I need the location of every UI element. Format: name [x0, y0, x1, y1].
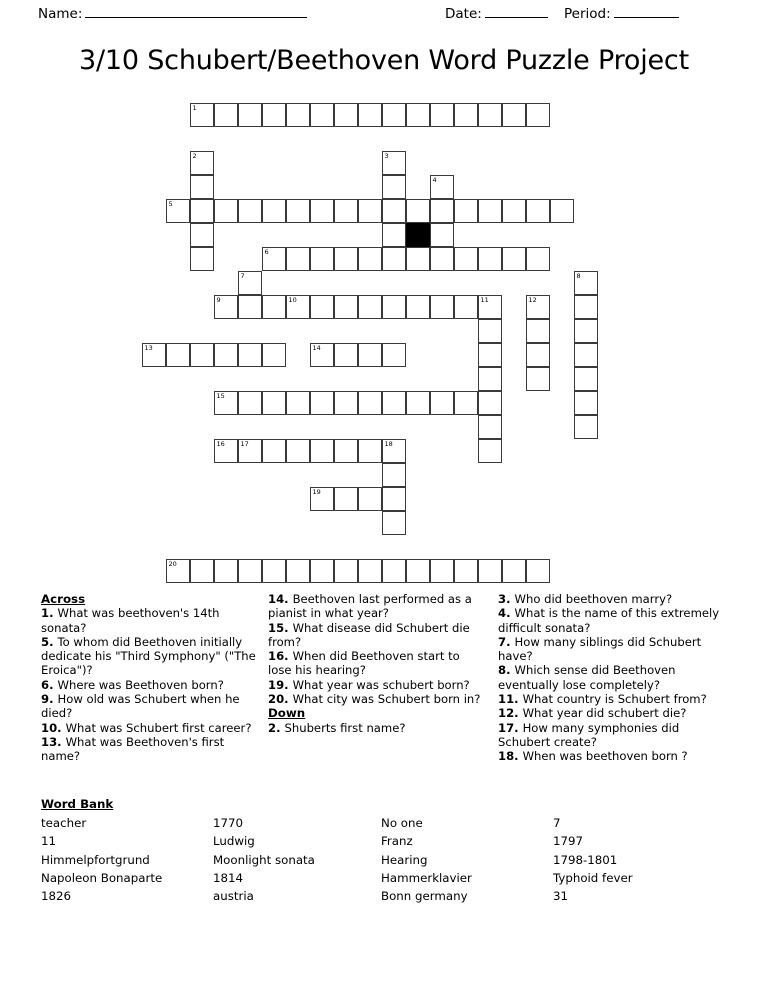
crossword-cell[interactable]	[310, 391, 334, 415]
crossword-cell[interactable]	[478, 247, 502, 271]
crossword-cell[interactable]	[358, 391, 382, 415]
clue-number: 6.	[41, 677, 58, 692]
clue-number: 13.	[41, 734, 66, 749]
crossword-cell[interactable]	[286, 295, 310, 319]
clue-number: 5.	[41, 634, 58, 649]
crossword-cell[interactable]	[262, 247, 286, 271]
clue-text: What country is Schubert from?	[522, 692, 707, 707]
crossword-cell[interactable]	[406, 559, 430, 583]
clue-item	[268, 692, 483, 706]
clue-item	[41, 635, 256, 678]
crossword-cell[interactable]	[430, 223, 454, 247]
crossword-cell[interactable]	[406, 247, 430, 271]
crossword-cell[interactable]	[310, 439, 334, 463]
crossword-cell[interactable]	[430, 175, 454, 199]
crossword-cell[interactable]	[238, 559, 262, 583]
crossword-cell[interactable]	[190, 223, 214, 247]
crossword-cell[interactable]	[358, 343, 382, 367]
crossword-cell[interactable]	[190, 175, 214, 199]
crossword-cell[interactable]	[574, 319, 598, 343]
crossword-cell[interactable]	[334, 391, 358, 415]
crossword-cell[interactable]	[190, 103, 214, 127]
crossword-cell[interactable]	[358, 199, 382, 223]
crossword-cell[interactable]	[382, 103, 406, 127]
crossword-cell[interactable]	[574, 415, 598, 439]
crossword-cell[interactable]	[382, 175, 406, 199]
word-bank-item: Himmelpfortgrund	[41, 852, 150, 867]
clue-text: What was beethoven's 14th sonata?	[41, 606, 220, 635]
crossword-cell[interactable]	[214, 439, 238, 463]
clue-text: What year did schubert die?	[522, 706, 687, 721]
crossword-cell[interactable]	[478, 103, 502, 127]
crossword-cell[interactable]	[310, 103, 334, 127]
clue-item	[498, 692, 726, 706]
clue-text: How many symphonies did Schubert create?	[498, 720, 680, 749]
clue-number: 18.	[498, 749, 523, 764]
crossword-cell[interactable]	[574, 391, 598, 415]
word-bank-item: Bonn germany	[381, 889, 468, 904]
word-bank-item: Ludwig	[213, 834, 255, 849]
crossword-cell[interactable]	[454, 103, 478, 127]
crossword-cell[interactable]	[214, 199, 238, 223]
crossword-clue-number: 6	[264, 248, 269, 256]
clue-text: What disease did Schubert die from?	[268, 620, 470, 649]
crossword-clue-number: 19	[312, 488, 321, 496]
crossword-cell[interactable]	[166, 559, 190, 583]
crossword-cell[interactable]	[382, 223, 406, 247]
clue-text: How many siblings did Schubert have?	[498, 634, 702, 664]
clue-text: What is the name of this extremely difficult sonata?	[498, 606, 720, 635]
clue-text: What was Schubert first career?	[65, 720, 252, 735]
word-bank-item: austria	[213, 889, 254, 904]
clue-item	[498, 749, 726, 763]
crossword-cell[interactable]	[334, 559, 358, 583]
crossword-clue-number: 15	[216, 392, 225, 400]
crossword-cell[interactable]	[382, 247, 406, 271]
word-bank-item: Typhoid fever	[553, 870, 633, 885]
crossword-cell[interactable]	[526, 367, 550, 391]
crossword-cell[interactable]	[262, 439, 286, 463]
word-bank-item: 1798-1801	[553, 852, 618, 867]
crossword-cell[interactable]	[526, 103, 550, 127]
crossword-cell[interactable]	[382, 199, 406, 223]
clue-item	[41, 735, 256, 764]
clue-item	[268, 721, 483, 735]
crossword-cell[interactable]	[478, 559, 502, 583]
clue-number: 16.	[268, 649, 293, 664]
crossword-cell[interactable]	[502, 559, 526, 583]
clues-region	[0, 592, 768, 782]
crossword-cell[interactable]	[358, 247, 382, 271]
word-bank-item: 7	[553, 816, 561, 831]
crossword-cell[interactable]	[382, 439, 406, 463]
crossword-cell[interactable]	[526, 247, 550, 271]
word-bank-item: Napoleon Bonaparte	[41, 870, 163, 885]
crossword-clue-number: 7	[240, 272, 245, 280]
crossword-cell[interactable]	[166, 199, 190, 223]
clue-item	[498, 606, 726, 635]
crossword-block-cell	[406, 223, 430, 247]
crossword-cell[interactable]	[286, 103, 310, 127]
crossword-cell[interactable]	[286, 391, 310, 415]
clue-number: 9.	[41, 692, 58, 707]
across-heading: Across	[41, 592, 86, 606]
crossword-clue-number: 9	[216, 296, 221, 304]
clue-text: When was beethoven born ?	[522, 749, 688, 764]
crossword-cell[interactable]	[310, 247, 334, 271]
crossword-cell[interactable]	[358, 439, 382, 463]
crossword-cell[interactable]	[382, 295, 406, 319]
clue-number: 17.	[498, 720, 523, 735]
crossword-cell[interactable]	[430, 559, 454, 583]
word-bank-region	[41, 795, 741, 905]
word-bank-item: Hearing	[381, 852, 428, 867]
crossword-cell[interactable]	[478, 319, 502, 343]
crossword-clue-number: 13	[144, 344, 153, 352]
crossword-clue-number: 2	[192, 152, 197, 160]
crossword-cell[interactable]	[574, 367, 598, 391]
crossword-cell[interactable]	[382, 463, 406, 487]
clue-item	[498, 721, 726, 750]
crossword-cell[interactable]	[526, 199, 550, 223]
crossword-cell[interactable]	[454, 199, 478, 223]
clue-number: 2.	[268, 720, 285, 735]
crossword-cell[interactable]	[262, 343, 286, 367]
clue-number: 10.	[41, 720, 66, 735]
crossword-cell[interactable]	[214, 295, 238, 319]
crossword-clue-number: 3	[384, 152, 389, 160]
crossword-cell[interactable]	[358, 559, 382, 583]
word-bank-item: teacher	[41, 816, 87, 831]
crossword-cell[interactable]	[574, 271, 598, 295]
crossword-cell[interactable]	[262, 103, 286, 127]
crossword-cell[interactable]	[406, 295, 430, 319]
crossword-cell[interactable]	[430, 199, 454, 223]
crossword-cell[interactable]	[310, 559, 334, 583]
word-bank-item: Hammerklavier	[381, 870, 472, 885]
word-bank-item: 31	[553, 889, 569, 904]
clue-item	[268, 592, 483, 621]
word-bank-item: No one	[381, 816, 423, 831]
clue-text: When did Beethoven start to lose his hearing?	[268, 649, 460, 678]
word-bank-heading: Word Bank	[41, 797, 114, 811]
crossword-cell[interactable]	[502, 247, 526, 271]
clue-item	[41, 721, 256, 735]
crossword-cell[interactable]	[502, 103, 526, 127]
clue-text: What city was Schubert born in?	[292, 692, 481, 707]
crossword-cell[interactable]	[382, 487, 406, 511]
clue-number: 3.	[498, 592, 515, 606]
crossword-cell[interactable]	[406, 199, 430, 223]
crossword-cell[interactable]	[406, 103, 430, 127]
clue-item	[41, 678, 256, 692]
crossword-clue-number: 18	[384, 440, 393, 448]
clues-column-1	[41, 592, 256, 764]
crossword-cell[interactable]	[286, 559, 310, 583]
clue-number: 14.	[268, 592, 293, 606]
crossword-cell[interactable]	[190, 199, 214, 223]
crossword-cell[interactable]	[502, 199, 526, 223]
clue-number: 12.	[498, 706, 523, 721]
crossword-cell[interactable]	[238, 343, 262, 367]
clue-number: 8.	[498, 663, 515, 678]
clue-text: Which sense did Beethoven eventually lose completely?	[498, 663, 676, 692]
crossword-cell[interactable]	[334, 295, 358, 319]
clue-item	[41, 692, 256, 721]
crossword-cell[interactable]	[526, 295, 550, 319]
crossword-cell[interactable]	[286, 247, 310, 271]
crossword-clue-number: 12	[528, 296, 537, 304]
crossword-clue-number: 10	[288, 296, 297, 304]
crossword-cell[interactable]	[358, 487, 382, 511]
crossword-clue-number: 20	[168, 560, 177, 568]
crossword-cell[interactable]	[262, 295, 286, 319]
word-bank-item: 1826	[41, 889, 72, 904]
crossword-cell[interactable]	[358, 103, 382, 127]
crossword-cell[interactable]	[382, 511, 406, 535]
word-bank-item: 11	[41, 834, 57, 849]
crossword-cell[interactable]	[430, 247, 454, 271]
crossword-cell[interactable]	[238, 439, 262, 463]
crossword-clue-number: 8	[576, 272, 581, 280]
crossword-clue-number: 4	[432, 176, 437, 184]
crossword-cell[interactable]	[166, 343, 190, 367]
crossword-cell[interactable]	[190, 343, 214, 367]
crossword-cell[interactable]	[214, 343, 238, 367]
crossword-cell[interactable]	[142, 343, 166, 367]
crossword-cell[interactable]	[478, 439, 502, 463]
crossword-cell[interactable]	[310, 343, 334, 367]
crossword-cell[interactable]	[190, 247, 214, 271]
crossword-cell[interactable]	[478, 415, 502, 439]
crossword-cell[interactable]	[238, 295, 262, 319]
crossword-cell[interactable]	[262, 559, 286, 583]
word-bank-item: Franz	[381, 834, 413, 849]
crossword-cell[interactable]	[262, 391, 286, 415]
crossword-cell[interactable]	[382, 559, 406, 583]
crossword-cell[interactable]	[334, 199, 358, 223]
clue-text: How old was Schubert when he died?	[41, 692, 240, 721]
crossword-cell[interactable]	[190, 151, 214, 175]
crossword-cell[interactable]	[430, 295, 454, 319]
clue-item	[498, 663, 726, 692]
crossword-cell[interactable]	[238, 103, 262, 127]
word-bank-item: Moonlight sonata	[213, 852, 315, 867]
crossword-cell[interactable]	[238, 271, 262, 295]
crossword-clue-number: 11	[480, 296, 489, 304]
period-label: Period:	[564, 6, 611, 22]
crossword-cell[interactable]	[286, 439, 310, 463]
crossword-clue-number: 5	[168, 200, 173, 208]
clue-number: 7.	[498, 634, 515, 649]
word-bank-item: 1797	[553, 834, 584, 849]
crossword-cell[interactable]	[478, 391, 502, 415]
crossword-cell[interactable]	[526, 559, 550, 583]
crossword-cell[interactable]	[286, 199, 310, 223]
crossword-cell[interactable]	[454, 559, 478, 583]
crossword-cell[interactable]	[574, 295, 598, 319]
crossword-cell[interactable]	[406, 391, 430, 415]
clue-number: 15.	[268, 620, 293, 635]
crossword-cell[interactable]	[454, 391, 478, 415]
clue-item	[41, 606, 256, 635]
word-bank-grid	[41, 814, 741, 905]
crossword-cell[interactable]	[478, 367, 502, 391]
clue-number: 1.	[41, 606, 58, 621]
name-label: Name:	[38, 6, 83, 22]
crossword-cell[interactable]	[454, 295, 478, 319]
clue-number: 20.	[268, 692, 293, 707]
clue-item	[268, 649, 483, 678]
clues-column-3	[498, 592, 726, 764]
clues-column-2	[268, 592, 483, 735]
page-title: 3/10 Schubert/Beethoven Word Puzzle Project	[79, 45, 689, 76]
clue-item	[498, 706, 726, 720]
crossword-cell[interactable]	[574, 343, 598, 367]
clue-text: Shuberts first name?	[284, 720, 406, 735]
word-bank-item: 1770	[213, 816, 244, 831]
crossword-cell[interactable]	[238, 391, 262, 415]
crossword-cell[interactable]	[214, 559, 238, 583]
crossword-cell[interactable]	[310, 199, 334, 223]
crossword-clue-number: 17	[240, 440, 249, 448]
crossword-cell[interactable]	[382, 151, 406, 175]
date-label: Date:	[445, 6, 482, 22]
clue-text: Where was Beethoven born?	[57, 677, 224, 692]
crossword-cell[interactable]	[382, 391, 406, 415]
crossword-cell[interactable]	[190, 559, 214, 583]
crossword-cell[interactable]	[262, 199, 286, 223]
crossword-cell[interactable]	[238, 199, 262, 223]
clue-item	[498, 635, 726, 664]
crossword-cell[interactable]	[478, 343, 502, 367]
crossword-clue-number: 14	[312, 344, 321, 352]
crossword-cell[interactable]	[526, 319, 550, 343]
clue-number: 4.	[498, 606, 515, 621]
clue-item	[268, 678, 483, 692]
down-heading: Down	[268, 706, 306, 721]
clue-number: 19.	[268, 677, 293, 692]
crossword-cell[interactable]	[334, 247, 358, 271]
crossword-cell[interactable]	[478, 295, 502, 319]
crossword-cell[interactable]	[334, 487, 358, 511]
crossword-cell[interactable]	[430, 391, 454, 415]
crossword-cell[interactable]	[334, 439, 358, 463]
crossword-cell[interactable]	[214, 391, 238, 415]
crossword-cell[interactable]	[334, 103, 358, 127]
word-bank-item: 1814	[213, 870, 244, 885]
crossword-cell[interactable]	[310, 295, 334, 319]
crossword-cell[interactable]	[430, 103, 454, 127]
clue-text: What year was schubert born?	[292, 677, 470, 692]
clue-item	[498, 592, 726, 606]
crossword-clue-number: 16	[216, 440, 225, 448]
crossword-cell[interactable]	[358, 295, 382, 319]
crossword-cell[interactable]	[478, 199, 502, 223]
clue-text: Beethoven last performed as a pianist in what year?	[268, 592, 472, 621]
clue-text: What was Beethoven's first name?	[41, 734, 225, 764]
crossword-cell[interactable]	[550, 199, 574, 223]
clue-text: Who did beethoven marry?	[514, 592, 673, 606]
crossword-cell[interactable]	[214, 103, 238, 127]
clue-item	[268, 621, 483, 650]
crossword-cell[interactable]	[334, 343, 358, 367]
clue-number: 11.	[498, 692, 523, 707]
crossword-clue-number: 1	[192, 104, 197, 112]
crossword-cell[interactable]	[310, 487, 334, 511]
crossword-cell[interactable]	[454, 247, 478, 271]
crossword-cell[interactable]	[382, 343, 406, 367]
clue-text: To whom did Beethoven initially dedicate his "Third Symphony" ("The Eroica")?	[41, 634, 256, 678]
crossword-cell[interactable]	[526, 343, 550, 367]
